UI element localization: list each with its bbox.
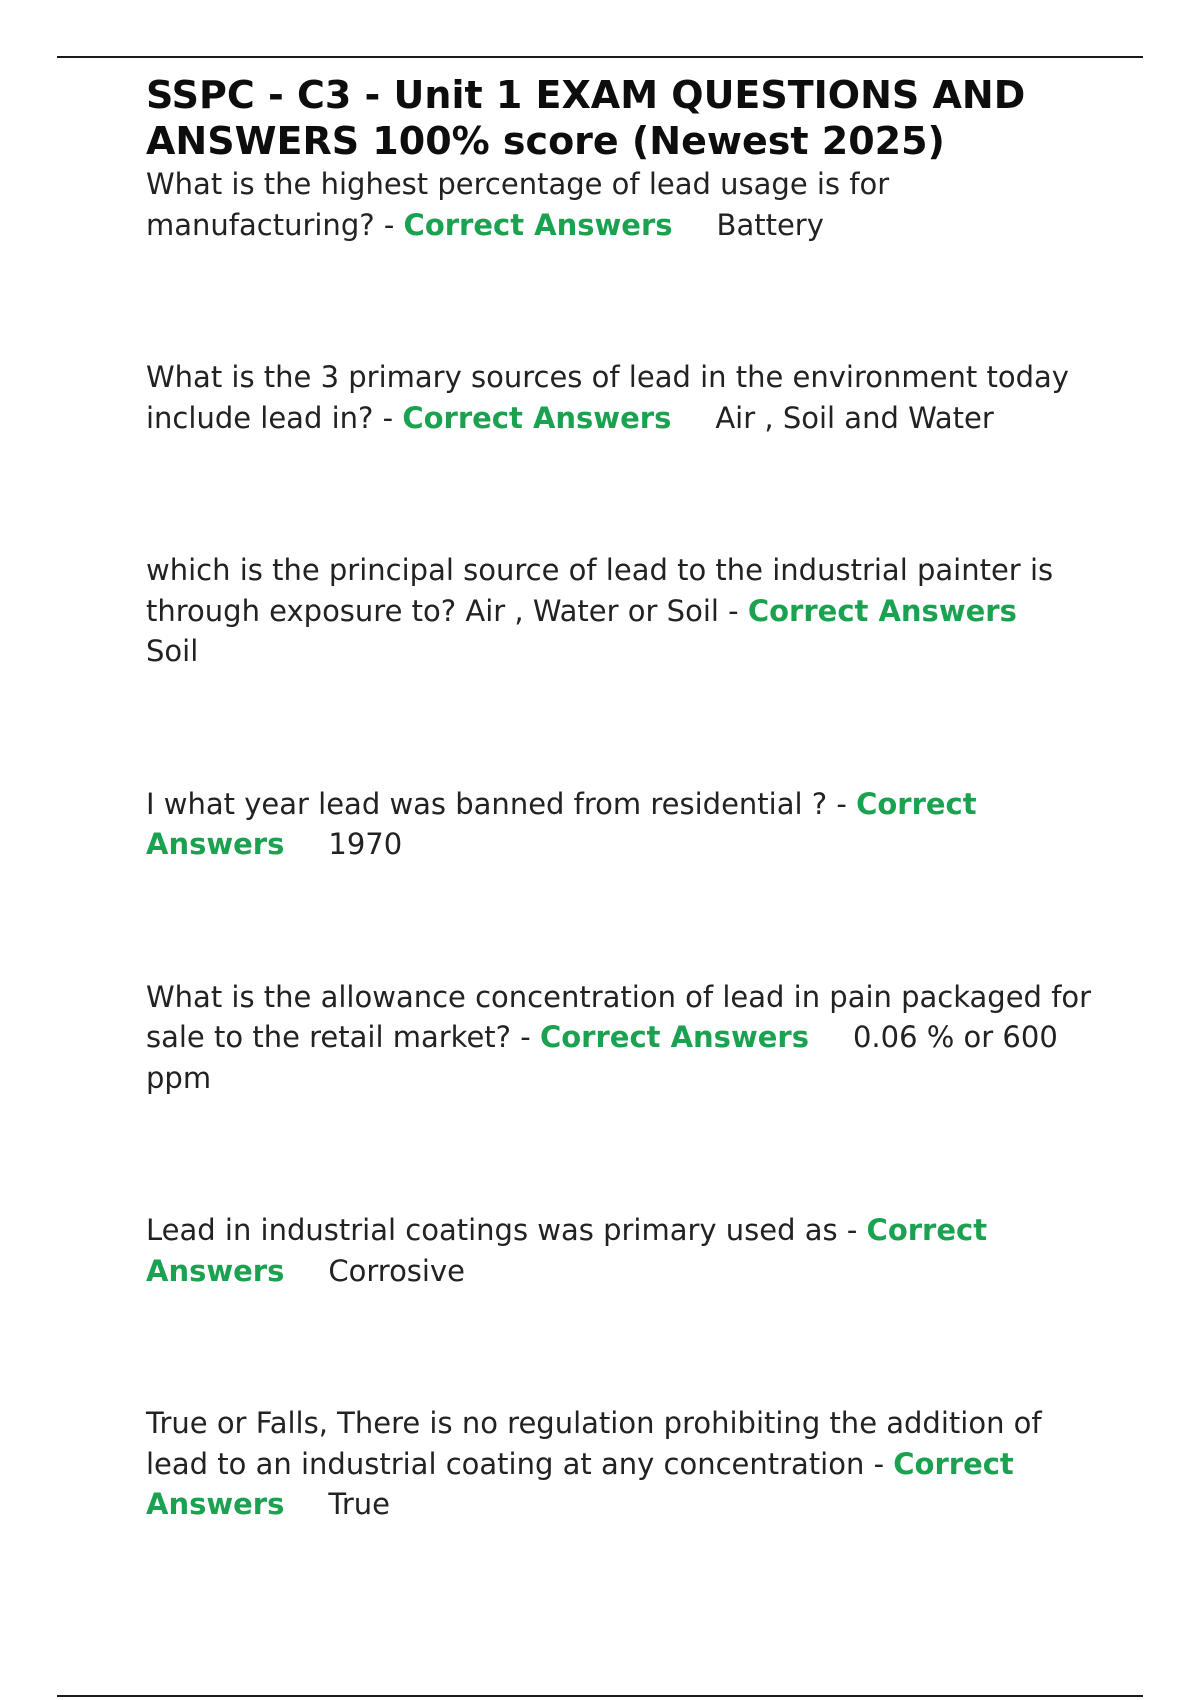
question-text: What is the highest percentage of lead usage is for manufacturing? [146,167,890,242]
question-text: Lead in industrial coatings was primary used as [146,1213,838,1247]
answer-label: Correct Answers [146,1213,988,1288]
answer-label: Correct Answers [402,400,672,435]
answer-text: Battery [716,207,824,242]
bottom-rule [57,1695,1143,1697]
document-body [146,72,1106,1637]
separator: - [837,1213,867,1247]
answer-label: Correct Answers [146,1446,1014,1521]
qa-item-1 [146,164,1106,245]
question-text: which is the principal source of lead to the industrial painter is through exposure to? Air , Water or Soil [146,553,1054,628]
separator: - [864,1446,894,1481]
answer-text: Air , Soil and Water [715,400,994,435]
top-rule [57,56,1143,58]
qa-item-3 [146,550,1106,672]
answer-text: Corrosive [328,1253,465,1288]
question-text: What is the allowance concentration of lead in pain packaged for sale to the retail market? [146,979,1092,1054]
separator: - [718,593,748,628]
qa-item-6 [146,1210,1106,1291]
answer-label: Correct Answers [403,207,673,242]
separator: - [511,1020,540,1054]
answer-label: Correct Answers [146,786,977,861]
document-title: SSPC - C3 - Unit 1 EXAM QUESTIONS AND ANSWERS 100% score (Newest 2025) [146,73,1026,163]
qa-item-2 [146,357,1106,438]
qa-list [146,164,1106,1525]
separator: - [827,786,857,821]
answer-text: 1970 [328,827,403,861]
separator: - [374,207,404,242]
separator: - [373,400,403,435]
answer-label: Correct Answers [539,1020,809,1054]
qa-item-5 [146,977,1106,1099]
question-text: What is the 3 primary sources of lead in the environment today include lead in? [146,360,1069,435]
question-text: True or Falls, There is no regulation prohibiting the addition of lead to an industrial coating at any concentration [146,1406,1042,1481]
qa-item-7 [146,1403,1106,1525]
answer-text: True [328,1487,390,1521]
answer-label: Correct Answers [747,593,1017,628]
qa-item-4 [146,784,1106,865]
answer-text: Soil [146,634,199,668]
question-text: I what year lead was banned from residential ? [146,786,828,821]
answer-text: 0.06 % or 600 ppm [146,1020,1058,1095]
